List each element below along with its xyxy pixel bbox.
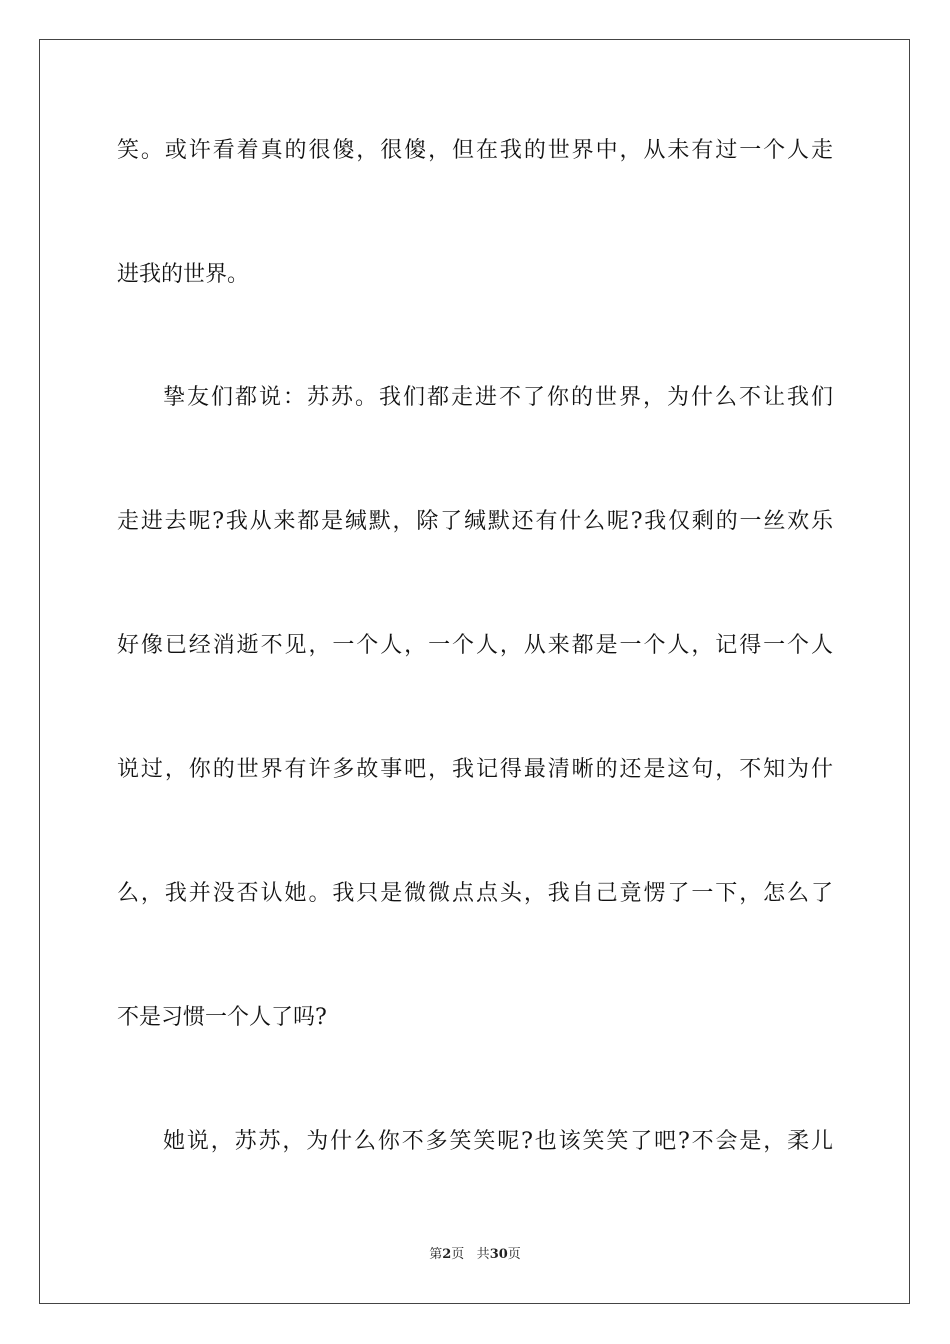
- page-label-prefix: 第: [429, 1247, 443, 1262]
- body-text-line: 挚友们都说：苏苏。我们都走进不了你的世界，为什么不让我们: [163, 385, 833, 410]
- page-number: 2: [442, 1247, 452, 1262]
- body-text-line: 笑。或许看着真的很傻，很傻，但在我的世界中，从未有过一个人走: [117, 138, 833, 163]
- total-pages: 30: [489, 1247, 508, 1262]
- body-text-line: 说过，你的世界有许多故事吧，我记得最清晰的还是这句，不知为什: [117, 757, 833, 782]
- body-text-line: 她说，苏苏，为什么你不多笑笑呢?也该笑笑了吧?不会是，柔儿: [163, 1129, 833, 1154]
- body-text-line: 进我的世界。: [117, 262, 250, 287]
- total-label-suffix: 页: [507, 1247, 521, 1262]
- total-label-prefix: 共: [476, 1247, 490, 1262]
- body-text-line: 好像已经消逝不见，一个人，一个人，从来都是一个人，记得一个人: [117, 633, 833, 658]
- body-text-line: 走进去呢?我从来都是缄默，除了缄默还有什么呢?我仅剩的一丝欢乐: [117, 509, 833, 534]
- body-text-line: 么，我并没否认她。我只是微微点点头，我自己竟愣了一下，怎么了: [117, 881, 833, 906]
- page-label-suffix: 页: [451, 1247, 465, 1262]
- page-frame: [39, 39, 910, 1304]
- page-footer: [0, 1246, 950, 1264]
- body-text-line: 不是习惯一个人了吗?: [117, 1005, 327, 1030]
